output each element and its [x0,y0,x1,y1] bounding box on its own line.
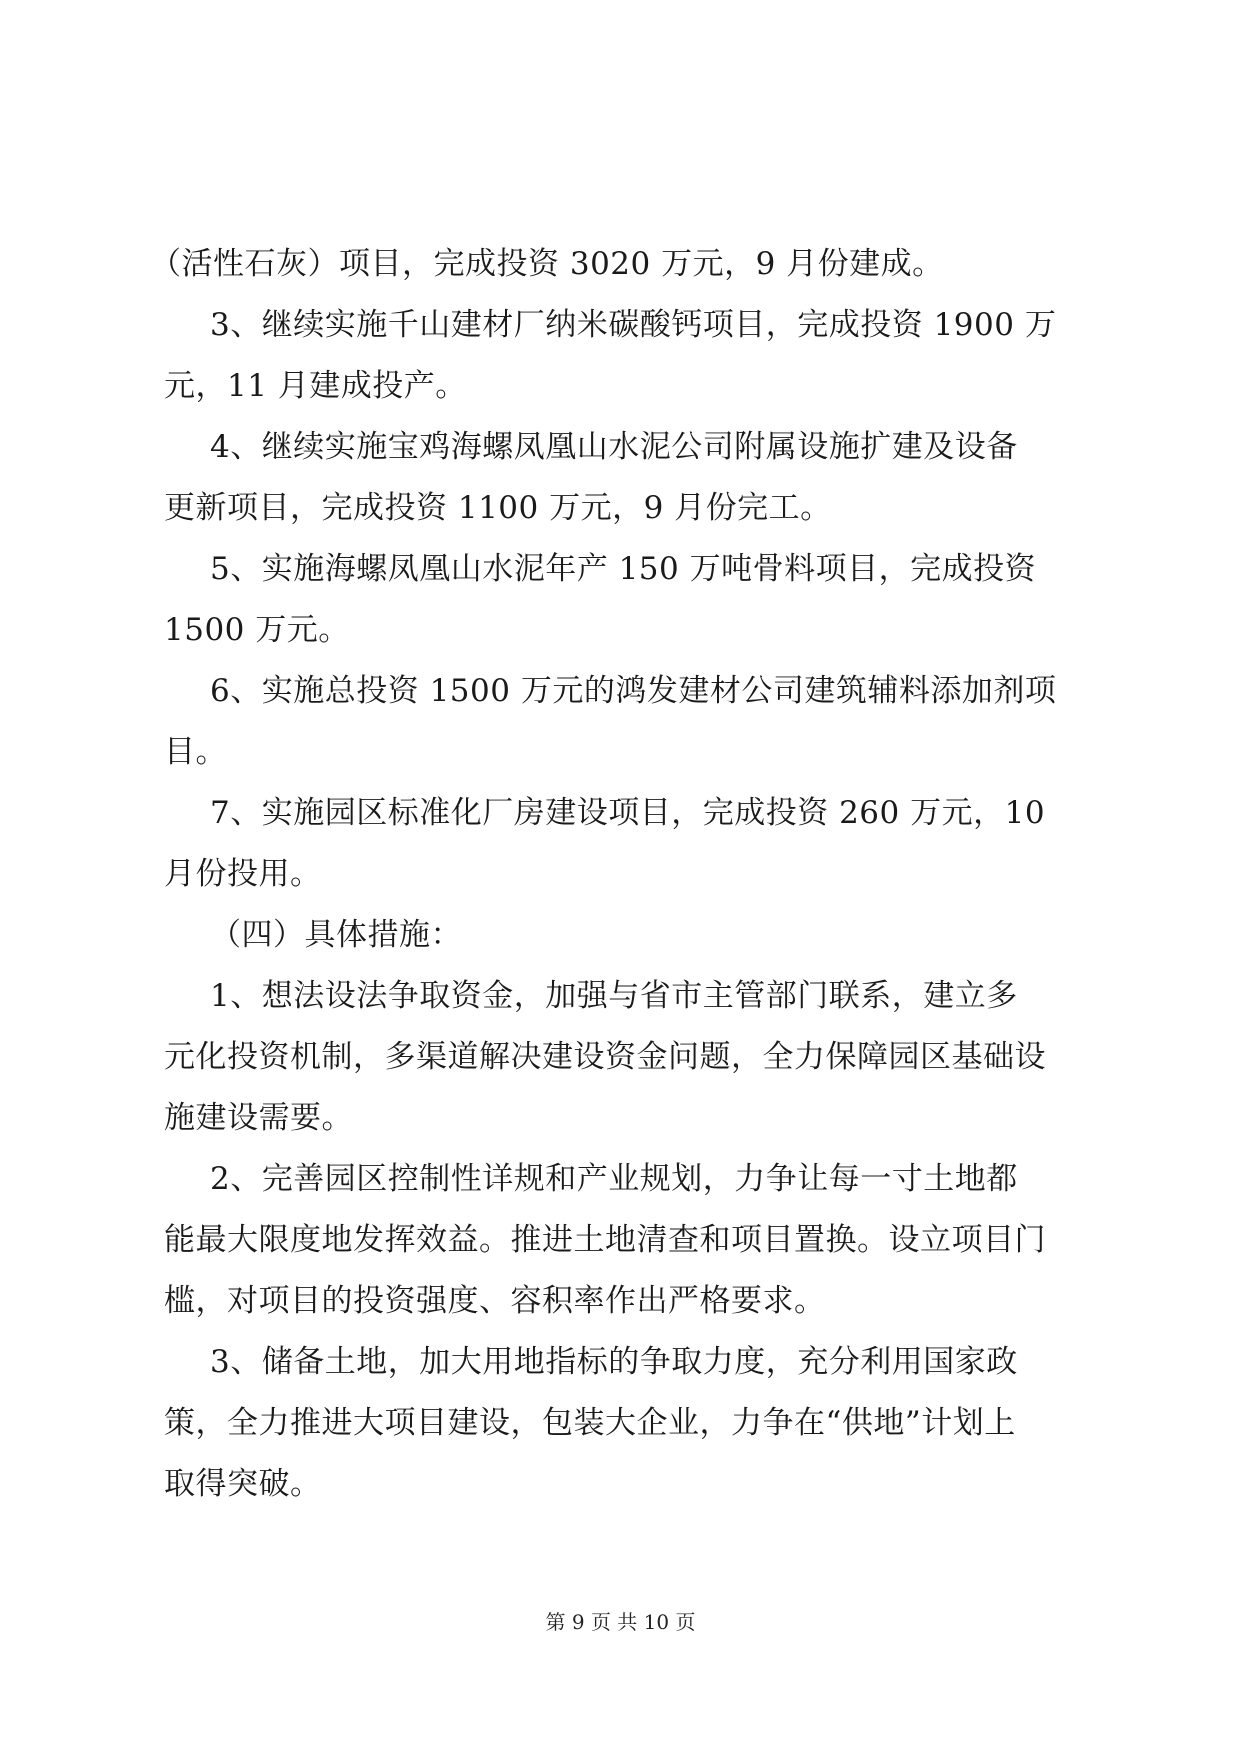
text-line: 能最大限度地发挥效益。推进土地清查和项目置换。设立项目门 [164,1222,1046,1258]
text-line: 月份投用。 [164,856,322,892]
page-number-footer: 第 9 页 共 10 页 [545,1610,696,1634]
text-line: 槛，对项目的投资强度、容积率作出严格要求。 [164,1283,826,1319]
text-line: 目。 [164,734,227,770]
text-line: 策，全力推进大项目建设，包装大企业，力争在“供地”计划上 [164,1405,1016,1441]
text-line: 取得突破。 [164,1466,322,1502]
text-line: 3、储备土地，加大用地指标的争取力度，充分利用国家政 [210,1344,1018,1380]
text-line: 元化投资机制，多渠道解决建设资金问题，全力保障园区基础设 [164,1039,1046,1075]
text-line: 2、完善园区控制性详规和产业规划，力争让每一寸土地都 [210,1161,1018,1197]
text-line: 5、实施海螺凤凰山水泥年产 150 万吨骨料项目，完成投资 [210,551,1037,587]
section-heading: （四）具体措施： [210,917,462,953]
text-line: 更新项目，完成投资 1100 万元，9 月份完工。 [164,490,832,526]
text-line: 6、实施总投资 1500 万元的鸿发建材公司建筑辅料添加剂项 [210,673,1057,709]
text-line: 元，11 月建成投产。 [164,368,467,404]
text-line: 7、实施园区标准化厂房建设项目，完成投资 260 万元，10 [210,795,1046,831]
text-line: 1、想法设法争取资金，加强与省市主管部门联系，建立多 [210,978,1018,1014]
text-line: （活性石灰）项目，完成投资 3020 万元，9 月份建成。 [150,246,944,282]
text-line: 3、继续实施千山建材厂纳米碳酸钙项目，完成投资 1900 万 [210,307,1057,343]
text-line: 施建设需要。 [164,1100,353,1136]
text-line: 1500 万元。 [164,612,350,648]
text-line: 4、继续实施宝鸡海螺凤凰山水泥公司附属设施扩建及设备 [210,429,1018,465]
